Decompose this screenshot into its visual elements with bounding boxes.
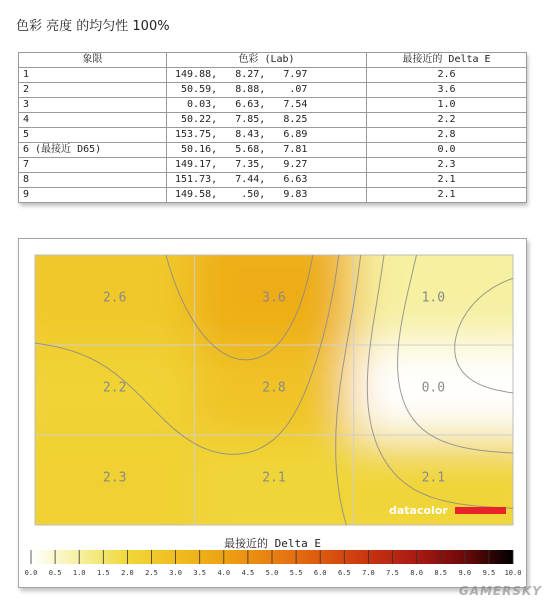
page-title: 色彩 亮度 的均匀性 100% [16, 19, 170, 34]
cell-lab: 153.75, 8.43, 6.89 [167, 128, 367, 143]
cell-quadrant: 4 [19, 113, 167, 128]
header-delta: 最接近的 Delta E [367, 53, 527, 68]
cell-value-label: 2.1 [421, 470, 446, 486]
scale-tick-label: 6.5 [337, 569, 351, 577]
scale-tick-label: 8.0 [410, 569, 423, 577]
cell-value-label: 2.6 [102, 290, 127, 306]
table-row [19, 188, 527, 203]
scale-tick-label: 10.0 [504, 569, 522, 577]
table-row [19, 173, 527, 188]
scale-tick-label: 0.5 [48, 569, 62, 577]
table-row [19, 143, 527, 158]
scale-tick-label: 2.5 [145, 569, 158, 577]
scale-tick-label: 1.5 [96, 569, 110, 577]
cell-lab: 151.73, 7.44, 6.63 [167, 173, 367, 188]
cell-delta: 2.3 [367, 158, 527, 173]
scale-tick-label: 1.0 [72, 569, 86, 577]
cell-lab: 149.58, .50, 9.83 [167, 188, 367, 203]
cell-lab: 50.59, 8.88, .07 [167, 83, 367, 98]
cell-lab: 149.88, 8.27, 7.97 [167, 68, 367, 83]
datacolor-logo-bar [455, 507, 506, 514]
cell-value-label: 0.0 [421, 380, 446, 396]
cell-value-label: 2.8 [262, 380, 286, 396]
cell-lab: 0.03, 6.63, 7.54 [167, 98, 367, 113]
cell-quadrant: 6 (最接近 D65) [19, 143, 167, 158]
cell-delta: 3.6 [367, 83, 527, 98]
table-row [19, 128, 527, 143]
table-row [19, 98, 527, 113]
cell-value-label: 3.6 [262, 290, 286, 306]
scale-tick-label: 9.0 [458, 569, 472, 577]
data-table-wrapper [18, 52, 526, 203]
cell-value-label: 2.2 [102, 380, 127, 396]
delta-e-table [18, 52, 527, 203]
table-row [19, 83, 527, 98]
cell-delta: 2.1 [367, 173, 527, 188]
scale-tick-label: 4.5 [241, 569, 255, 577]
cell-value-label: 1.0 [421, 290, 446, 306]
cell-delta: 0.0 [367, 143, 527, 158]
cell-quadrant: 9 [19, 188, 167, 203]
scale-tick-label: 7.5 [386, 569, 399, 577]
header-lab: 色彩 (Lab) [167, 53, 367, 68]
scale-tick-label: 8.5 [434, 569, 448, 577]
cell-delta: 2.2 [367, 113, 527, 128]
table-row [19, 68, 527, 83]
cell-delta: 1.0 [367, 98, 527, 113]
cell-lab: 149.17, 7.35, 9.27 [167, 158, 367, 173]
scale-tick-label: 5.0 [265, 569, 279, 577]
cell-lab: 50.16, 5.68, 7.81 [167, 143, 367, 158]
watermark: GAMERSKY [458, 584, 542, 598]
scale-tick-label: 3.0 [169, 569, 182, 577]
table-header-row [19, 53, 527, 68]
scale-tick-label: 0.0 [24, 569, 38, 577]
cell-value-label: 2.3 [102, 470, 127, 486]
table-row [19, 113, 527, 128]
scale-tick-label: 4.0 [217, 569, 231, 577]
cell-quadrant: 5 [19, 128, 167, 143]
cell-delta: 2.6 [367, 68, 527, 83]
scale-tick-label: 5.5 [289, 569, 303, 577]
heatmap-panel [18, 238, 527, 588]
legend-title: 最接近的 Delta E [224, 537, 321, 550]
cell-value-label: 2.1 [262, 470, 286, 486]
table-row [19, 158, 527, 173]
cell-quadrant: 2 [19, 83, 167, 98]
scale-tick-label: 6.0 [313, 569, 327, 577]
scale-tick-label: 3.5 [193, 569, 207, 577]
cell-quadrant: 8 [19, 173, 167, 188]
cell-quadrant: 3 [19, 98, 167, 113]
cell-delta: 2.8 [367, 128, 527, 143]
datacolor-logo-text: datacolor [389, 504, 448, 517]
scale-tick-label: 7.0 [362, 569, 375, 577]
cell-delta: 2.1 [367, 188, 527, 203]
header-quadrant: 象限 [19, 53, 167, 68]
cell-quadrant: 7 [19, 158, 167, 173]
scale-tick-label: 9.5 [482, 569, 496, 577]
cell-lab: 50.22, 7.85, 8.25 [167, 113, 367, 128]
scale-tick-label: 2.0 [121, 569, 134, 577]
cell-quadrant: 1 [19, 68, 167, 83]
